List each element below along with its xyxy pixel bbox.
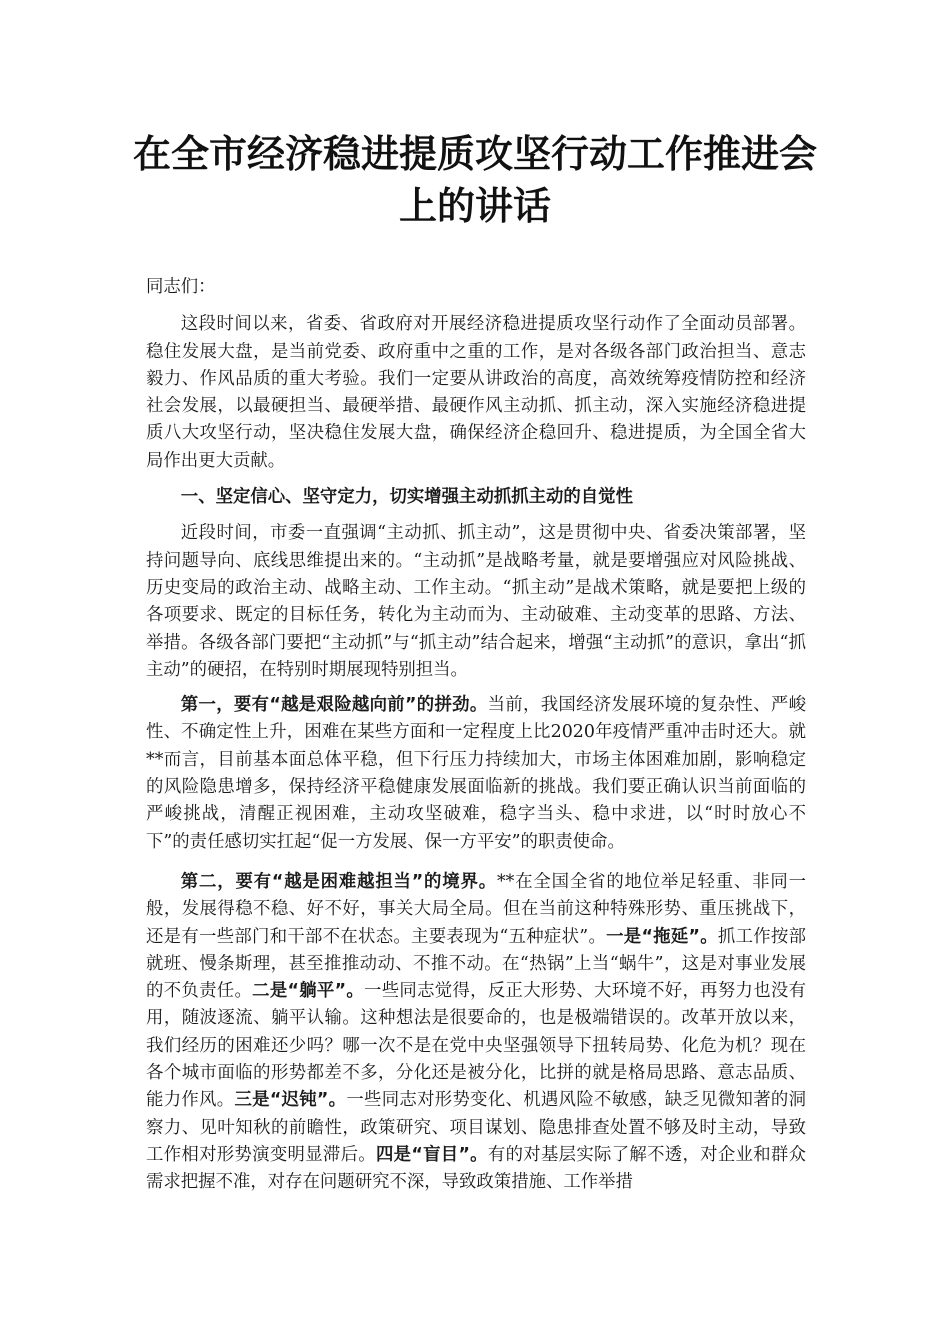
symptom-1-text: 抓工作按部就班、慢条斯理，甚至推推动动、不推不动。在“热锅”上当“蜗牛”，这是对事业发展的不负责任。 xyxy=(146,926,806,1002)
symptom-4-label: 四是“盲目”。 xyxy=(375,1144,488,1165)
greeting: 同志们： xyxy=(146,277,216,297)
symptom-2-text: 一些同志觉得，反正大形势、大环境不好，再努力也没有用，随波逐流、躺平认输。这种想法是很要命的，也是极端错误的。改革开放以来，我们经历的困难还少吗？哪一次不是在党中央坚强领导下扭转局势、化危为机？现在各个城市面临的形势都差不多，分化还是被分化，比拼的就是格局思路、意志品质、能力作风。 xyxy=(146,981,806,1111)
document-body xyxy=(146,274,806,1197)
symptom-3-text: 一些同志对形势变化、机遇风险不敏感，缺乏见微知著的洞察力、见叶知秋的前瞻性，政策研究、项目谋划、隐患排查处置不够及时主动，导致工作相对形势演变明显滞后。 xyxy=(146,1090,806,1165)
symptom-1-label: 一是“拖延”。 xyxy=(606,926,718,947)
section-heading-1: 一、坚定信心、坚守定力，切实增强主动抓抓主动的自觉性 xyxy=(180,487,633,508)
second-point-lead: 第二，要有“越是困难越担当”的境界。 xyxy=(180,871,497,892)
symptom-2-label: 二是“躺平”。 xyxy=(252,981,365,1002)
paragraph-intro: 这段时间以来，省委、省政府对开展经济稳进提质攻坚行动作了全面动员部署。稳住发展大盘，是当前党委、政府重中之重的工作，是对各级各部门政治担当、意志毅力、作风品质的重大考验。我们一定要从讲政治的高度，高效统筹疫情防控和经济社会发展，以最硬担当、最硬举措、最硬作风主动抓、抓主动，深入实施经济稳进提质八大攻坚行动，坚决稳住发展大盘，确保经济企稳回升、稳进提质，为全国全省大局作出更大贡献。 xyxy=(146,314,806,471)
paragraph-active-grasp: 近段时间，市委一直强调“主动抓、抓主动”，这是贯彻中央、省委决策部署，坚持问题导向、底线思维提出来的。“主动抓”是战略考量，就是要增强应对风险挑战、历史变局的政治主动、战略主动、工作主动。“抓主动”是战术策略，就是要把上级的各项要求、既定的目标任务，转化为主动而为、主动破难、主动变革的思路、方法、举措。各级各部门要把“主动抓”与“抓主动”结合起来，增强“主动抓”的意识，拿出“抓主动”的硬招，在特别时期展现特别担当。 xyxy=(146,523,806,680)
title-line-1: 在全市经济稳进提质攻坚行动工作推进会 xyxy=(132,132,817,176)
first-point-lead: 第一，要有“越是艰险越向前”的拼劲。 xyxy=(180,695,488,716)
second-point-text-1: **在全国全省的地位举足轻重、非同一般，发展得稳不稳、好不好，事关大局全局。但在当前这种特殊形势、重压挑战下，还是有一些部门和干部不在状态。主要表现为“五种症状”。 xyxy=(146,871,806,947)
symptom-4-text: 有的对基层实际了解不透，对企业和群众需求把握不准，对存在问题研究不深，导致政策措施、工作举措 xyxy=(146,1144,806,1193)
paragraph-first-point xyxy=(146,692,806,856)
paragraph-second-point xyxy=(146,869,806,1197)
document-title xyxy=(120,128,830,232)
first-point-text: 当前，我国经济发展环境的复杂性、严峻性、不确定性上升，困难在某些方面和一定程度上比2020年疫情严重冲击时还大。就**而言，目前基本面总体平稳，但下行压力持续加大，市场主体困难加剧，影响稳定的风险隐患增多，保持经济平稳健康发展面临新的挑战。我们要正确认识当前面临的严峻挑战，清醒正视困难，主动攻坚破难，稳字当头、稳中求进，以“时时放心不下”的责任感切实扛起“促一方发展、保一方平安”的职责使命。 xyxy=(146,695,806,852)
symptom-3-label: 三是“迟钝”。 xyxy=(234,1090,347,1111)
title-line-2: 上的讲话 xyxy=(398,184,551,228)
